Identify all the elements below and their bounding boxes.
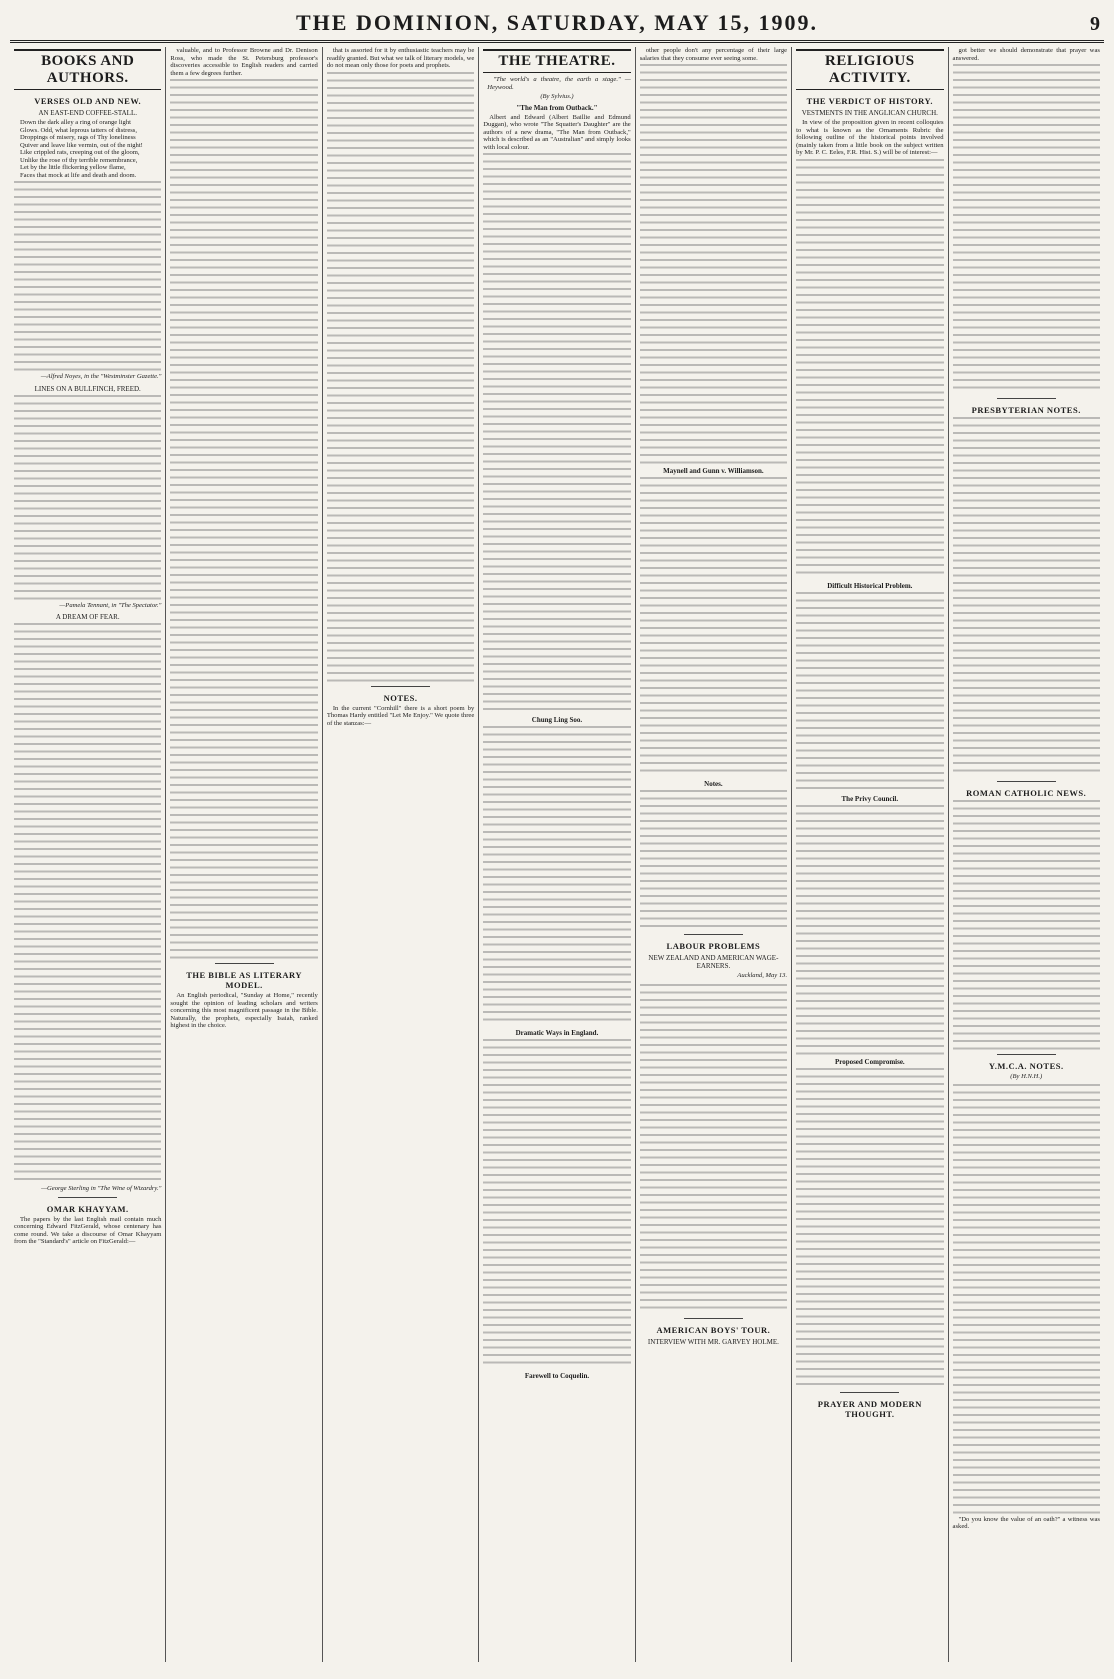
columns <box>10 47 1104 1662</box>
poem-title-coffee-stall: AN EAST-END COFFEE-STALL. <box>38 109 137 117</box>
divider <box>215 963 274 964</box>
page-number: 9 <box>1090 13 1100 35</box>
dateline: Auckland, May 13. <box>737 972 788 979</box>
article-text-block <box>953 64 1100 394</box>
article-text-block <box>796 1068 943 1388</box>
poem-text-block <box>14 395 161 600</box>
article-paragraph: In the current "Cornhill" there is a short poem by Thomas Hardy entitled "Let Me Enjoy." We quote three of the stanzas:— <box>326 704 475 727</box>
column-6 <box>792 47 948 1662</box>
poem-signature: —Pamela Tennant, in "The Spectator." <box>59 601 162 609</box>
article-text-block <box>953 1084 1100 1514</box>
interview-subheading: INTERVIEW WITH MR. GARVEY HOLME. <box>647 1337 779 1346</box>
subhead-maynell-gunn: Maynell and Gunn v. Williamson. <box>663 467 764 475</box>
article-text-block <box>483 153 630 713</box>
divider <box>840 1392 899 1393</box>
subhead-difficult-problem: Difficult Historical Problem. <box>827 581 913 590</box>
poem-line: Faces that mock at life and death and doom. <box>20 171 137 179</box>
article-text-block <box>953 417 1100 777</box>
divider <box>58 1197 117 1198</box>
byline: (By Sylvius.) <box>540 93 574 100</box>
section-books-and-authors: BOOKS AND AUTHORS. <box>14 49 161 90</box>
prayer-modern-thought-heading: PRAYER AND MODERN THOUGHT. <box>817 1398 922 1419</box>
article-text-block <box>796 805 943 1055</box>
presbyterian-notes-heading: PRESBYTERIAN NOTES. <box>971 405 1081 415</box>
labour-problems-heading: LABOUR PROBLEMS <box>666 941 761 951</box>
omar-khayyam-heading: OMAR KHAYYAM. <box>46 1203 129 1214</box>
ymca-notes-heading: Y.M.C.A. NOTES. <box>988 1061 1064 1071</box>
article-text-block <box>483 1039 630 1369</box>
poem-line: Like crippled rats, creeping out of the gloom, <box>20 149 140 156</box>
epigraph: "The world's a theatre, the earth a stage." —Heywood. <box>487 76 631 91</box>
poem-line: Down the dark alley a ring of orange light <box>20 119 131 126</box>
column-7 <box>949 47 1104 1662</box>
divider <box>997 398 1056 399</box>
notes-heading: NOTES. <box>383 692 418 703</box>
subhead-privy-council: The Privy Council. <box>841 794 899 803</box>
american-boys-tour-heading: AMERICAN BOYS' TOUR. <box>656 1324 771 1335</box>
vestments-subheading: VESTMENTS IN THE ANGLICAN CHURCH. <box>801 109 938 117</box>
article-text-block <box>170 79 317 959</box>
article-text-block <box>796 592 943 792</box>
column-1 <box>10 47 166 1662</box>
verses-heading: VERSES OLD AND NEW. <box>34 96 142 106</box>
labour-subheading: NEW ZEALAND AND AMERICAN WAGE-EARNERS. <box>648 954 779 970</box>
masthead-title: THE DOMINION, SATURDAY, MAY 15, 1909. <box>295 10 818 35</box>
article-text-block <box>640 790 787 930</box>
poem-line: Droppings of misery, rags of Thy loneliness <box>20 134 136 141</box>
article-paragraph: that is assorted for it by enthusiastic teachers may be readily granted. But what we talk of literary models, we do not mean only those for poets and prophets. <box>326 47 475 69</box>
section-religious-activity: RELIGIOUS ACTIVITY. <box>796 49 943 90</box>
byline: (By H.N.H.) <box>1010 1073 1043 1080</box>
article-paragraph: other people don't any percentage of their large salaries that they consume ever seeing some. <box>639 47 788 62</box>
article-paragraph: "Do you know the value of an oath?" a witness was asked. <box>952 1515 1100 1530</box>
article-paragraph: In view of the proposition given in recent colloquies to what is known as the Ornaments Rubric the following outline of the historical points involved (mainly taken from a little book on the subject written by Mr. P. C. Eeles, F.R. Hist. S.) will be of interest:— <box>796 119 944 156</box>
poem-signature: —Alfred Noyes, in the "Westminster Gazette." <box>40 373 162 380</box>
article-text-block <box>796 159 943 579</box>
divider <box>997 781 1056 782</box>
subhead-farewell-coquelin: Farewell to Coquelin. <box>524 1372 590 1380</box>
bible-literary-model-heading: THE BIBLE AS LITERARY MODEL. <box>186 970 303 990</box>
subhead-proposed-compromise: Proposed Compromise. <box>834 1057 905 1066</box>
poem-line: Quiver and leave like vermin, out of the night! <box>20 141 143 149</box>
column-5 <box>636 47 792 1662</box>
article-paragraph: got better we should demonstrate that prayer was answered. <box>952 47 1100 62</box>
divider <box>684 934 743 935</box>
verdict-of-history-heading: THE VERDICT OF HISTORY. <box>806 96 933 106</box>
poem-text-block <box>14 181 161 371</box>
column-3 <box>323 47 479 1662</box>
article-text-block <box>640 477 787 777</box>
poem-title-dream: A DREAM OF FEAR. <box>55 613 120 621</box>
article-text-block <box>640 984 787 1314</box>
newspaper-page <box>10 8 1104 1663</box>
divider <box>684 1318 743 1319</box>
divider <box>997 1054 1056 1055</box>
poem-title-bullfinch: LINES ON A BULLFINCH, FREED. <box>34 384 141 393</box>
column-2 <box>166 47 322 1662</box>
masthead <box>10 8 1104 43</box>
article-text-block <box>483 726 630 1026</box>
poem-line: Let by the little flickering yellow flame, <box>20 164 126 171</box>
subhead-notes: Notes. <box>704 780 723 788</box>
section-the-theatre: THE THEATRE. <box>483 49 630 73</box>
column-4 <box>479 47 635 1662</box>
article-text-block <box>640 64 787 464</box>
poem-line: Glows. Odd, what leprous tatters of distress, <box>20 126 138 134</box>
subhead-chung-ling-soo: Chung Ling Soo. <box>531 716 583 724</box>
article-text-block <box>327 72 474 682</box>
poem-line: Unlike the rose of thy terrible remembrance, <box>20 156 138 164</box>
poem-coffee-stall <box>14 119 161 179</box>
article-text-block <box>953 800 1100 1050</box>
subhead-dramatic-ways: Dramatic Ways in England. <box>515 1029 599 1037</box>
article-paragraph: Albert and Edward (Albert Baillie and Edmund Duggan), who wrote "The Squatter's Daughter" are the authors of a new drama, "The Man from Outback," which is described as an "Australian" and simply looks with local colour. <box>483 113 631 151</box>
article-paragraph: An English periodical, "Sunday at Home," recently sought the opinion of leading scholars and writers concerning this most magnificent passage in the Bible. Naturally, the prophets, especially Isaiah, ranked highest in the choice. <box>170 992 318 1029</box>
poem-signature: —George Sterling in "The Wine of Wizardry." <box>41 1185 162 1192</box>
divider <box>371 686 430 687</box>
poem-text-block <box>14 623 161 1183</box>
article-paragraph: valuable, and to Professor Browne and Dr. Denison Ross, who made the St. Petersburg professor's discoveries accessible to English readers and carried them a few degrees further. <box>170 47 318 77</box>
article-paragraph: The papers by the last English mail contain much concerning Edward FitzGerald, whose centenary has come round. We take a discourse of Omar Khayyam from the "Standard's" article on FitzGerald:— <box>14 1215 162 1245</box>
subhead-man-from-outback: "The Man from Outback." <box>516 103 598 112</box>
roman-catholic-news-heading: ROMAN CATHOLIC NEWS. <box>966 788 1087 798</box>
